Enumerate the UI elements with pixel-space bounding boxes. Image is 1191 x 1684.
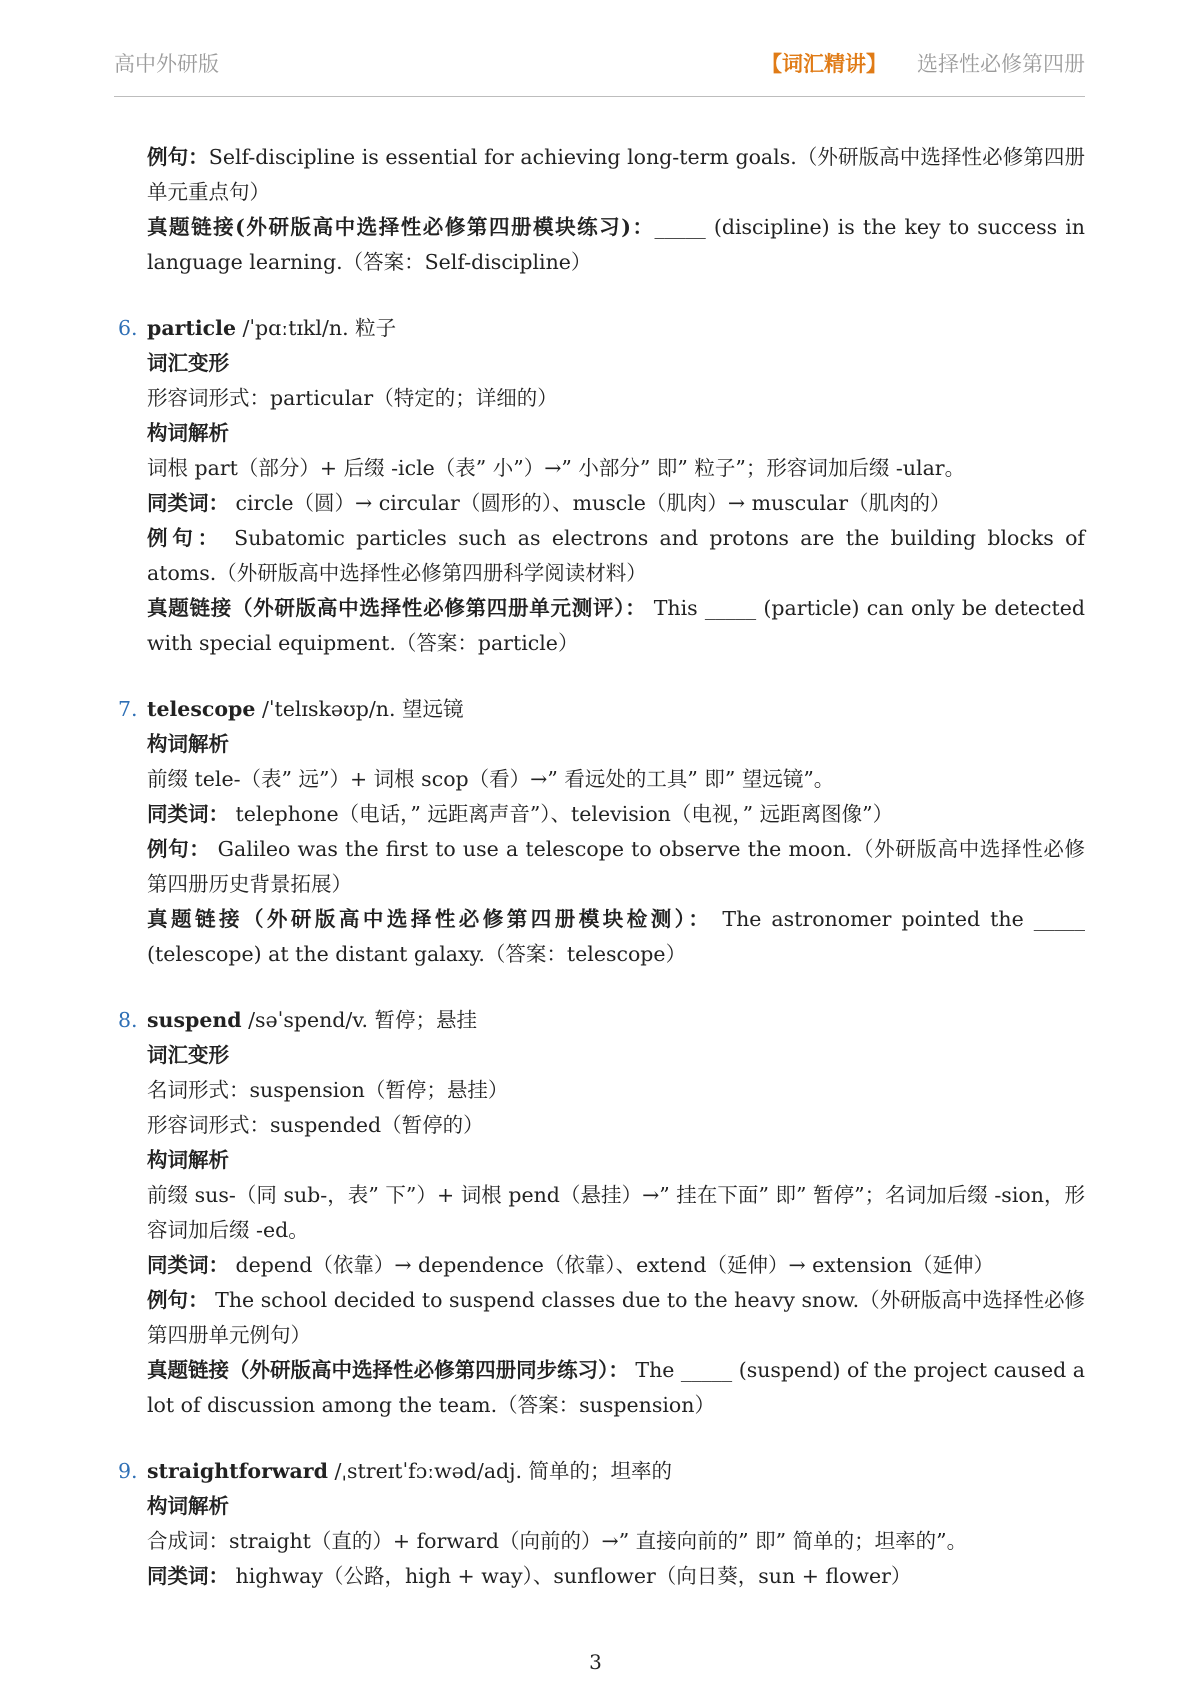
- entry-phonetic-meaning: /ˌstreɪtˈfɔːwəd/adj. 简单的；坦率的: [327, 1459, 673, 1483]
- entry-phonetic-meaning: /səˈspend/v. 暂停；悬挂: [241, 1008, 478, 1032]
- entry-detail-line: [118, 832, 1085, 902]
- detail-label: 例句：: [147, 837, 211, 861]
- header-right: [761, 48, 1085, 78]
- entry-detail-line: [118, 1178, 1085, 1248]
- detail-label: 构词解析: [147, 421, 229, 445]
- detail-label: 词汇变形: [147, 351, 229, 375]
- exam-link-label: 真题链接(外研版高中选择性必修第四册模块练习)：: [147, 215, 655, 239]
- detail-text: 合成词：straight（直的）+ forward（向前的）→” 直接向前的” 即” 简单的；坦率的”。: [147, 1529, 968, 1553]
- detail-text: The school decided to suspend classes due to the heavy snow.（外研版高中选择性必修第四册单元例句）: [147, 1288, 1086, 1347]
- prev-example: [118, 140, 1085, 210]
- entry-detail-line: [118, 1559, 1085, 1594]
- entry-detail-line: [118, 521, 1085, 591]
- detail-text: depend（依靠）→ dependence（依靠）、extend（延伸）→ extension（延伸）: [229, 1253, 995, 1277]
- header-series: 高中外研版: [114, 52, 219, 76]
- detail-text: 形容词形式：particular（特定的；详细的）: [147, 386, 558, 410]
- detail-label: 同类词：: [147, 491, 229, 515]
- prev-exam-link: [118, 210, 1085, 280]
- entry-detail-line: [118, 1489, 1085, 1524]
- entry-detail-line: [118, 762, 1085, 797]
- entry-phonetic-meaning: /ˈtelɪskəʊp/n. 望远镜: [255, 697, 464, 721]
- header-book: 选择性必修第四册: [917, 52, 1085, 76]
- entry-detail-line: [118, 1038, 1085, 1073]
- page-number: 3: [589, 1650, 602, 1674]
- entry-detail-line: [118, 591, 1085, 661]
- detail-label: 真题链接（外研版高中选择性必修第四册单元测评）：: [147, 596, 647, 620]
- entry-number: 9.: [118, 1459, 138, 1483]
- header-section-tag: 【词汇精讲】: [761, 51, 887, 76]
- entry-number: 8.: [118, 1008, 138, 1032]
- entry-detail-line: [118, 797, 1085, 832]
- entry-spacer: [118, 972, 1085, 1003]
- entry-word: straightforward: [147, 1459, 328, 1483]
- entry-detail-line: [118, 1353, 1085, 1423]
- detail-text: 形容词形式：suspended（暂停的）: [147, 1113, 484, 1137]
- entry-detail-line: [118, 381, 1085, 416]
- entry-word: telescope: [147, 697, 256, 721]
- detail-text: Subatomic particles such as electrons and protons are the building blocks of atoms.（外研版高中选择性必修第四册科学阅读材料）: [147, 526, 1086, 585]
- detail-label: 构词解析: [147, 732, 229, 756]
- entry-detail-line: [118, 1248, 1085, 1283]
- detail-text: highway（公路，high + way）、sunflower（向日葵，sun + flower）: [229, 1564, 912, 1588]
- detail-text: telephone（电话，” 远距离声音”）、television（电视，” 远距离图像”）: [229, 802, 894, 826]
- detail-text: The astronomer pointed the _____ (telescope) at the distant galaxy.（答案：telescope）: [147, 907, 1086, 966]
- detail-text: 前缀 tele-（表” 远”）+ 词根 scop（看）→” 看远处的工具” 即” 望远镜”。: [147, 767, 835, 791]
- entry-detail-line: [118, 451, 1085, 486]
- detail-text: 名词形式：suspension（暂停；悬挂）: [147, 1078, 509, 1102]
- page-content: [118, 140, 1085, 1594]
- detail-text: 词根 part（部分）+ 后缀 -icle（表” 小”）→” 小部分” 即” 粒子”；形容词加后缀 -ular。: [147, 456, 966, 480]
- entry-number: 6.: [118, 316, 138, 340]
- entry-spacer: [118, 1423, 1085, 1454]
- detail-label: 真题链接（外研版高中选择性必修第四册同步练习）：: [147, 1358, 629, 1382]
- exam-link-text: _____ (discipline) is the key to success in language learning.（答案：Self-discipline）: [147, 215, 1085, 274]
- entry-detail-line: [118, 1143, 1085, 1178]
- entry-phonetic-meaning: /ˈpɑːtɪkl/n. 粒子: [236, 316, 397, 340]
- entry-spacer: [118, 280, 1085, 311]
- entry-headword-line: [118, 1454, 1085, 1489]
- detail-label: 同类词：: [147, 802, 229, 826]
- example-text: Self-discipline is essential for achieving long-term goals.（外研版高中选择性必修第四册单元重点句）: [147, 145, 1086, 204]
- detail-text: 前缀 sus-（同 sub-，表” 下”）+ 词根 pend（悬挂）→” 挂在下面” 即” 暂停”；名词加后缀 -sion，形容词加后缀 -ed。: [147, 1183, 1085, 1242]
- vocab-entries: [118, 280, 1085, 1594]
- entry-headword-line: [118, 1003, 1085, 1038]
- detail-text: This _____ (particle) can only be detected with special equipment.（答案：particle）: [147, 596, 1085, 655]
- detail-label: 同类词：: [147, 1564, 229, 1588]
- entry-headword-line: [118, 692, 1085, 727]
- detail-label: 构词解析: [147, 1494, 229, 1518]
- example-label: 例句：: [147, 145, 209, 169]
- detail-text: The _____ (suspend) of the project caused a lot of discussion among the team.（答案：suspension）: [147, 1358, 1085, 1417]
- detail-label: 同类词：: [147, 1253, 229, 1277]
- detail-text: circle（圆）→ circular（圆形的）、muscle（肌肉）→ muscular（肌肉的）: [229, 491, 951, 515]
- entry-detail-line: [118, 902, 1085, 972]
- entry-spacer: [118, 661, 1085, 692]
- entry-detail-line: [118, 1073, 1085, 1108]
- detail-label: 例句：: [147, 1288, 209, 1312]
- entry-detail-line: [118, 1108, 1085, 1143]
- entry-detail-line: [118, 727, 1085, 762]
- entry-detail-line: [118, 416, 1085, 451]
- entry-detail-line: [118, 486, 1085, 521]
- page-header: [114, 44, 1085, 97]
- entry-detail-line: [118, 1524, 1085, 1559]
- entry-detail-line: [118, 346, 1085, 381]
- detail-label: 真题链接（外研版高中选择性必修第四册模块检测）：: [147, 907, 713, 931]
- entry-headword-line: [118, 311, 1085, 346]
- detail-label: 构词解析: [147, 1148, 229, 1172]
- entry-word: particle: [147, 316, 236, 340]
- detail-text: Galileo was the first to use a telescope to observe the moon.（外研版高中选择性必修第四册历史背景拓展）: [147, 837, 1086, 896]
- detail-label: 词汇变形: [147, 1043, 229, 1067]
- entry-word: suspend: [147, 1008, 242, 1032]
- detail-label: 例句：: [147, 526, 223, 550]
- entry-detail-line: [118, 1283, 1085, 1353]
- entry-number: 7.: [118, 697, 138, 721]
